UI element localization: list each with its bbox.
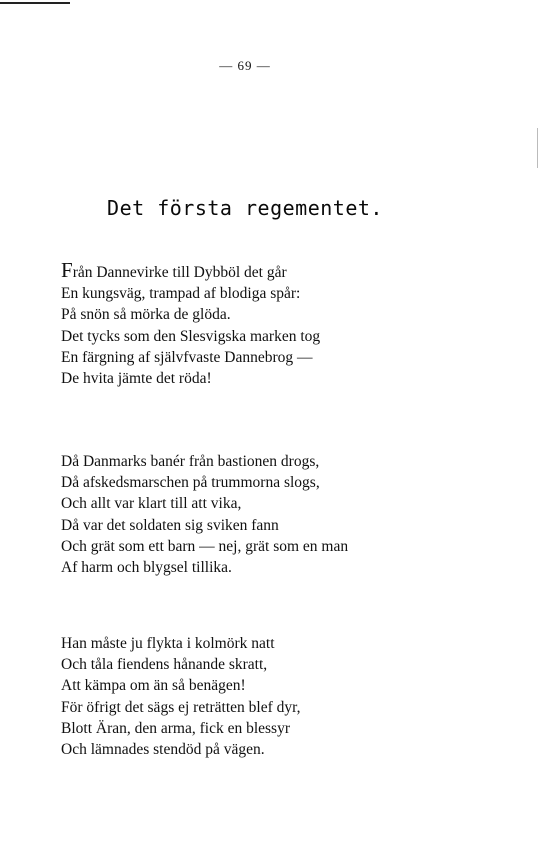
poem-line: Han måste ju flykta i kolmörk natt [61, 635, 275, 652]
poem-line [61, 260, 320, 283]
poem-line: En kungsväg, trampad af blodiga spår: [61, 285, 301, 303]
poem-line: Att kämpa om än så benägen! [61, 677, 246, 695]
poem-line: Då var det soldaten sig sviken fann [61, 516, 279, 534]
poem-line: De hvita jämte det röda! [61, 370, 212, 388]
poem-line: Och grät som ett barn — nej, grät som en man [61, 537, 349, 555]
page-edge-mark [0, 2, 70, 4]
poem-line: Då Danmarks banér från bastionen drogs, [61, 453, 320, 470]
poem-line: Och lämnades stendöd på vägen. [61, 741, 265, 759]
poem-line: Af harm och blygsel tillika. [61, 559, 232, 577]
page-number: — 69 — [219, 58, 271, 73]
poem-line: Och allt var klart till att vika, [61, 495, 242, 513]
drop-cap-letter: F [61, 258, 73, 282]
poem-line: På snön så mörka de glöda. [61, 306, 231, 324]
poem-title: Det första regementet. [107, 196, 383, 220]
poem-line: Då afskedsmarschen på trummorna slogs, [61, 474, 320, 492]
poem-line: En färgning af självfvaste Dannebrog — [61, 348, 313, 366]
stanza-2 [61, 451, 348, 578]
stanza-3 [61, 633, 301, 760]
poem-line-text: rån Dannevirke till Dybböl det går [72, 264, 287, 281]
poem-line: Och tåla fiendens hånande skratt, [61, 656, 268, 674]
poem-line: För öfrigt det sägs ej reträtten blef dyr, [61, 698, 301, 716]
stanza-1 [61, 260, 320, 389]
poem-line: Det tycks som den Slesvigska marken tog [61, 327, 321, 345]
scan-edge-mark [537, 128, 538, 168]
poem-line: Blott Äran, den arma, fick en blessyr [61, 719, 290, 737]
